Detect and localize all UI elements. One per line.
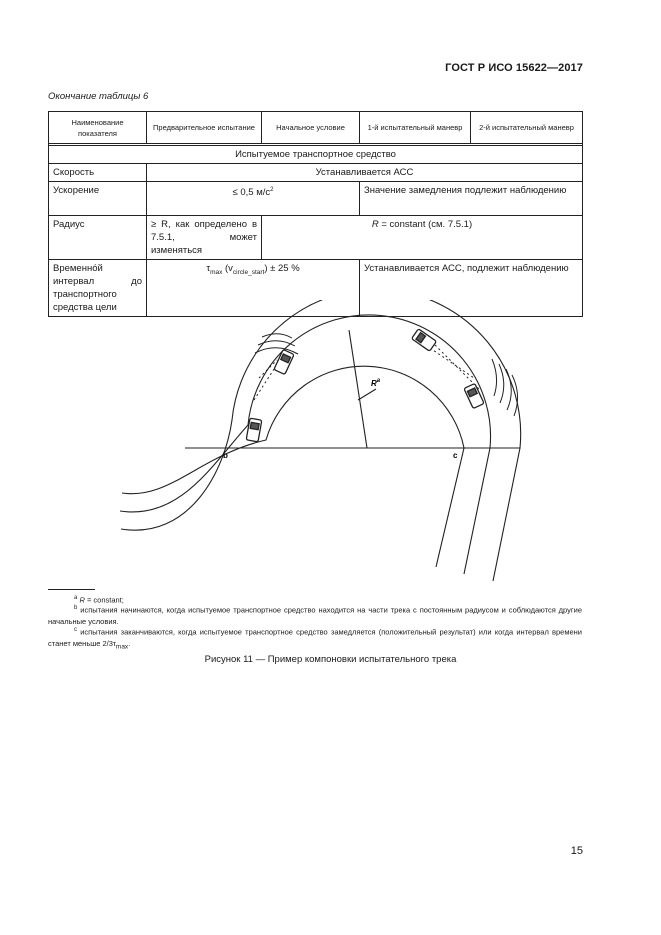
target-vehicle — [464, 383, 484, 408]
track-figure — [0, 300, 661, 590]
radius-leader — [358, 389, 376, 400]
footnote-c: $^c$ испытания заканчиваются, когда испытуемое транспортное средство замедляется (положительный результат) или когда интервал времени станет меньше $2/3\tau_{max}$. — [48, 627, 582, 650]
row-value: $\tau_{max}$ $(v_{circle\_start}) \pm 25$ % — [147, 260, 360, 317]
section-row — [49, 146, 583, 164]
sensor-arc — [506, 369, 511, 410]
table-header-row — [49, 112, 583, 144]
column-header: 2-й испытательный маневр — [471, 112, 583, 144]
track-middle-line — [120, 315, 491, 574]
table-row — [49, 216, 583, 260]
row-value: ≥ R, как определено в 7.5.1, может изменяться — [147, 216, 262, 260]
radius-line — [349, 330, 367, 448]
sensor-arc — [512, 375, 518, 416]
sensor-arc — [499, 364, 504, 403]
document-header: ГОСТ Р ИСО 15622—2017 — [445, 62, 583, 74]
row-name: Временно́й интервал до транспортного средства цели — [49, 260, 147, 317]
sensor-arc — [262, 334, 292, 338]
start-point-label: b — [223, 451, 228, 460]
end-point-label: c — [453, 451, 458, 460]
column-header: Предварительное испытание — [147, 112, 262, 144]
figure-caption: Рисунок 11 — Пример компоновки испытательного трека — [204, 654, 457, 665]
table-row — [49, 164, 583, 182]
section-title: Испытуемое транспортное средство — [49, 146, 583, 164]
column-header: 1-й испытательный маневр — [360, 112, 471, 144]
track-outer-edge — [121, 300, 521, 581]
table-caption: Окончание таблицы 6 — [48, 91, 149, 102]
row-name: Ускорение — [49, 182, 147, 216]
sensor-arc — [492, 359, 497, 396]
footnote-a: $^a$ R = constant; — [74, 595, 124, 605]
row-value: Устанавливается АСС — [147, 164, 583, 182]
radar-dash — [254, 366, 276, 400]
radar-dash — [435, 345, 480, 390]
footnote-divider — [48, 589, 95, 590]
row-value: R = constant (см. 7.5.1) — [262, 216, 583, 260]
row-value: Значение замедления подлежит наблюдению — [360, 182, 583, 216]
row-value: Устанавливается АСС, подлежит наблюдению — [360, 260, 583, 317]
row-value: ≤ 0,5 $м/с^2$ — [147, 182, 360, 216]
radar-dash — [430, 348, 474, 378]
parameters-table — [48, 111, 583, 317]
column-header: Наименование показателя — [49, 112, 147, 144]
row-name: Радиус — [49, 216, 147, 260]
track-inner-edge — [122, 366, 464, 567]
test-vehicle — [412, 329, 437, 351]
radius-label: $R^a$ — [371, 378, 381, 388]
page-number: 15 — [570, 845, 583, 857]
target-vehicle — [274, 349, 294, 374]
row-name: Скорость — [49, 164, 147, 182]
column-header: Начальное условие — [262, 112, 360, 144]
footnote-b: $^b$ испытания начинаются, когда испытуемое транспортное средство находится на части трека с постоянным радиусом и соблюдаются другие начальные условия. — [48, 605, 582, 626]
table-row — [49, 182, 583, 216]
